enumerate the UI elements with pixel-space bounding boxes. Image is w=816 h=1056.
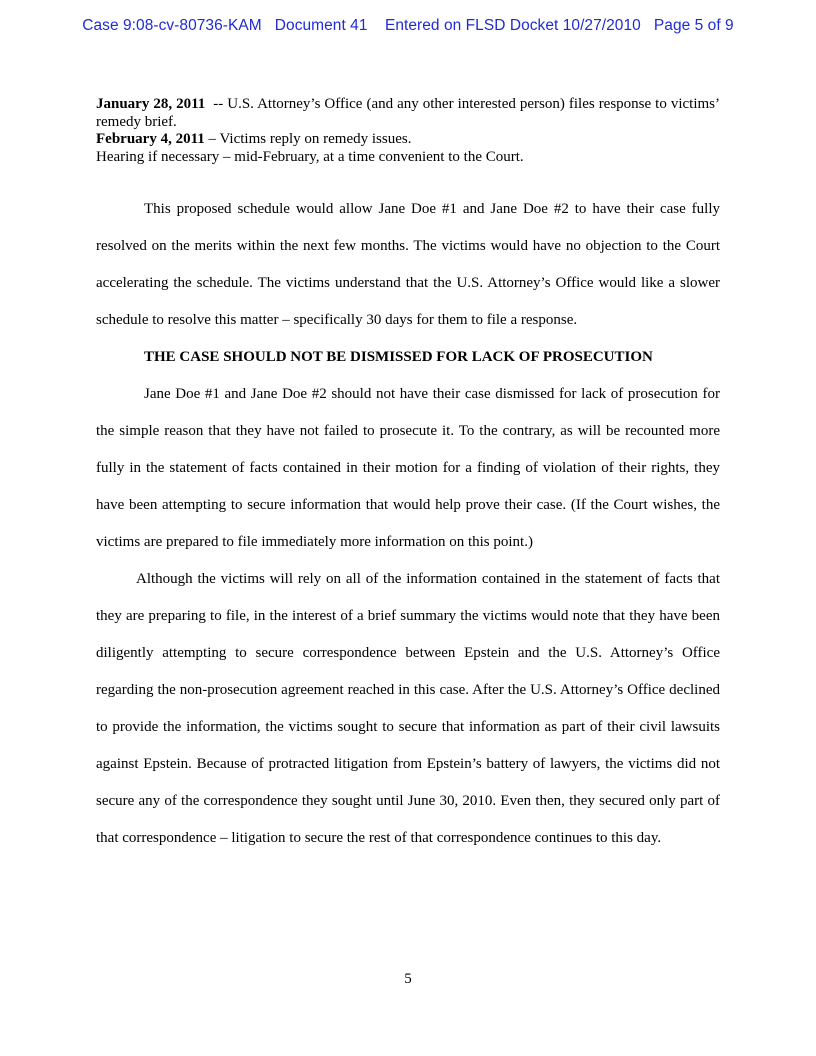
schedule-date: January 28, 2011	[96, 96, 206, 112]
document-body	[96, 96, 724, 857]
paragraph-correspondence-summary: Although the victims will rely on all of the information contained in the statement of facts that they are preparing to file, in the interest of a brief summary the victims would note that they have been diligently attempting to secure correspondence between Epstein and the U.S. Attorney’s Office regarding the non-prosecution agreement reached in this case. After the U.S. Attorney’s Office declined to provide the information, the victims sought to secure that information as part of their civil lawsuits against Epstein. Because of protracted litigation from Epstein’s battery of lawyers, the victims did not secure any of the correspondence they sought until June 30, 2010. Even then, they secured only part of that correspondence – litigation to secure the rest of that correspondence continues to this day.	[96, 571, 720, 846]
case-number: Case 9:08-cv-80736-KAM	[82, 17, 262, 34]
schedule-text: Hearing if necessary – mid-February, at a time convenient to the Court.	[96, 148, 524, 165]
document-number: Document 41	[274, 17, 368, 34]
schedule-entry	[96, 149, 720, 167]
schedule-date: February 4, 2011	[96, 131, 205, 147]
paragraph-schedule-summary: This proposed schedule would allow Jane Doe #1 and Jane Doe #2 to have their case fully resolved on the merits within the next few months. The victims would have no objection to the Court accelerating the schedule. The victims understand that the U.S. Attorney’s Office would like a slower schedule to resolve this matter – specifically 30 days for them to file a response.	[96, 201, 720, 328]
page-count: Page 5 of 9	[653, 17, 734, 34]
schedule-text: – Victims reply on remedy issues.	[204, 131, 412, 147]
docket-entry: Entered on FLSD Docket 10/27/2010	[384, 17, 641, 34]
schedule-text: -- U.S. Attorney’s Office (and any other interested person) files response to victims’ remedy brief.	[96, 96, 724, 130]
section-heading: THE CASE SHOULD NOT BE DISMISSED FOR LACK OF PROSECUTION	[144, 349, 653, 365]
page-number: 5	[404, 971, 412, 987]
schedule-entry	[96, 96, 724, 131]
paragraph-not-failed-to-prosecute: Jane Doe #1 and Jane Doe #2 should not have their case dismissed for lack of prosecution for the simple reason that they have not failed to prosecute it. To the contrary, as will be recounted more fully in the statement of facts contained in their motion for a finding of violation of their rights, they have been attempting to secure information that would help prove their case. (If the Court wishes, the victims are prepared to file immediately more information on this point.)	[96, 386, 720, 550]
schedule-entry	[96, 131, 720, 149]
docket-header	[0, 17, 816, 35]
